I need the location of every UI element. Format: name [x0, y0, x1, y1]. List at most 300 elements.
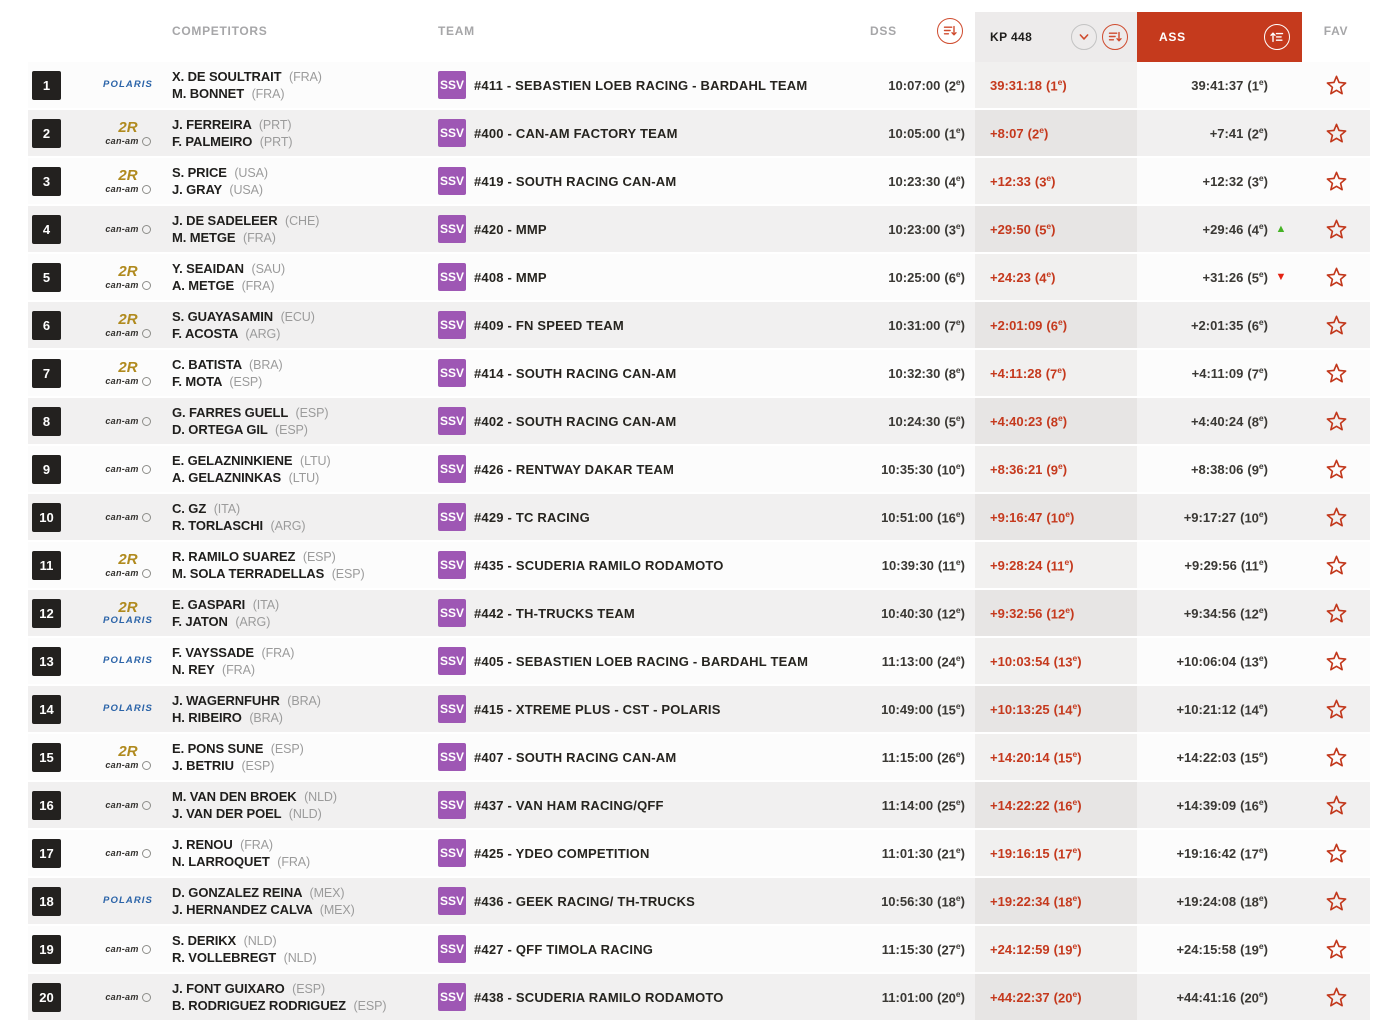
ass-time: +10:06:04 — [1176, 653, 1237, 669]
competitors-cell — [172, 734, 430, 780]
dss-time-cell: 10:40:30 ( 12e ) — [840, 590, 975, 636]
team-cell — [430, 254, 840, 300]
dss-rank: 6 — [948, 270, 956, 286]
kp-rank: 7 — [1050, 366, 1058, 382]
ass-time-cell: +9:34:56 ( 12e ) — [1137, 590, 1302, 636]
rank-cell — [28, 830, 84, 876]
2r-logo: 2R — [118, 119, 138, 137]
rank-cell — [28, 542, 84, 588]
ass-time-cell: +44:41:16 ( 20e ) — [1137, 974, 1302, 1020]
ass-time: +10:21:12 — [1176, 701, 1237, 717]
vehicle-brand — [105, 512, 150, 522]
favorite-star-icon[interactable] — [1325, 74, 1348, 97]
rank-cell — [28, 398, 84, 444]
ass-time-cell: +8:38:06 ( 9e ) — [1137, 446, 1302, 492]
dss-time: 11:13:00 — [881, 653, 934, 669]
header-brand-spacer — [84, 0, 172, 62]
dss-time: 11:15:30 — [881, 941, 934, 957]
kp-time-cell: +9:32:56 ( 12e ) — [975, 590, 1137, 636]
rank-badge: 13 — [32, 647, 61, 676]
dss-rank: 7 — [948, 318, 956, 334]
2r-logo: 2R — [118, 359, 138, 377]
can-am-logo: can-am — [105, 416, 150, 426]
favorite-star-icon[interactable] — [1325, 122, 1348, 145]
vehicle-brand — [105, 311, 150, 339]
driver-country: ( MEX ) — [310, 886, 345, 900]
ass-rank: 14 — [1244, 702, 1259, 718]
favorite-star-icon[interactable] — [1325, 794, 1348, 817]
driver-name: J. FONT GUIXARO ( ESP ) — [172, 981, 325, 996]
codriver-country: ( NLD ) — [284, 951, 317, 965]
polaris-logo: POLARIS — [103, 702, 153, 714]
fav-column-label: FAV — [1323, 24, 1349, 38]
fav-cell — [1302, 302, 1370, 348]
vehicle-brand — [105, 743, 150, 771]
driver-country: ( ITA ) — [214, 502, 240, 516]
vehicle-brand — [105, 263, 150, 291]
competitors-cell — [172, 686, 430, 732]
dss-rank: 16 — [941, 510, 956, 526]
dss-rank: 27 — [941, 942, 956, 958]
codriver-name: H. RIBEIRO ( BRA ) — [172, 710, 283, 725]
rank-cell — [28, 734, 84, 780]
kp-rank: 5 — [1039, 222, 1047, 238]
brand-cell — [84, 830, 172, 876]
ass-rank: 19 — [1244, 942, 1259, 958]
competitors-cell — [172, 638, 430, 684]
team-cell — [430, 926, 840, 972]
dss-sort-descending-icon[interactable] — [937, 18, 963, 44]
favorite-star-icon[interactable] — [1325, 218, 1348, 241]
team-cell — [430, 350, 840, 396]
codriver-country: ( PRT ) — [260, 135, 293, 149]
ass-column-label: ASS — [1159, 30, 1186, 44]
dss-time: 10:31:00 — [888, 317, 941, 333]
ass-time: +29:46 — [1202, 221, 1244, 237]
vehicle-category-badge: SSV — [438, 215, 466, 243]
brand-cell — [84, 782, 172, 828]
driver-name: X. DE SOULTRAIT ( FRA ) — [172, 69, 322, 84]
dss-rank: 15 — [941, 702, 956, 718]
ass-time: +7:41 — [1209, 125, 1244, 141]
brand-cell — [84, 686, 172, 732]
table-row[interactable] — [28, 206, 1370, 252]
competitors-cell — [172, 926, 430, 972]
team-name: #437 - VAN HAM RACING/QFF — [474, 797, 664, 813]
vehicle-brand — [103, 80, 153, 91]
table-row[interactable] — [28, 158, 1370, 204]
fav-cell — [1302, 590, 1370, 636]
table-row[interactable] — [28, 302, 1370, 348]
kp-time-cell: +24:12:59 ( 19e ) — [975, 926, 1137, 972]
kp-rank: 1 — [1050, 78, 1058, 94]
ass-rank: 10 — [1244, 510, 1259, 526]
codriver-country: ( ESP ) — [275, 423, 308, 437]
brand-cell — [84, 638, 172, 684]
fav-cell — [1302, 206, 1370, 252]
favorite-star-icon[interactable] — [1325, 410, 1348, 433]
table-row[interactable] — [28, 734, 1370, 780]
table-row[interactable] — [28, 398, 1370, 444]
brand-cell — [84, 206, 172, 252]
vehicle-brand — [105, 848, 150, 858]
dss-time-cell: 10:24:30 ( 5e ) — [840, 398, 975, 444]
rank-badge: 8 — [32, 407, 61, 436]
rank-cell — [28, 782, 84, 828]
can-am-logo: can-am — [105, 184, 150, 194]
competitors-cell — [172, 878, 430, 924]
favorite-star-icon[interactable] — [1325, 554, 1348, 577]
favorite-star-icon[interactable] — [1325, 746, 1348, 769]
kp-time: +14:22:22 — [990, 797, 1050, 813]
ass-time-cell: +31:26 ( 5e ) ▼ — [1137, 254, 1302, 300]
trend-icon: ▲ — [1275, 222, 1287, 235]
favorite-star-icon[interactable] — [1325, 362, 1348, 385]
kp-time: +19:16:15 — [990, 845, 1050, 861]
kp-time: +4:11:28 — [990, 365, 1042, 381]
table-row[interactable] — [28, 974, 1370, 1020]
driver-country: ( NLD ) — [304, 790, 337, 804]
team-name: #425 - YDEO COMPETITION — [474, 845, 650, 861]
dss-rank: 24 — [941, 654, 956, 670]
dss-time: 10:23:00 — [888, 221, 941, 237]
rank-badge: 7 — [32, 359, 61, 388]
competitors-cell — [172, 974, 430, 1020]
competitors-cell — [172, 446, 430, 492]
driver-name: J. RENOU ( FRA ) — [172, 837, 273, 852]
codriver-country: ( FRA ) — [222, 663, 255, 677]
favorite-star-icon[interactable] — [1325, 170, 1348, 193]
kp-rank: 11 — [1050, 558, 1065, 574]
kp-rank: 3 — [1039, 174, 1047, 190]
vehicle-category-badge: SSV — [438, 791, 466, 819]
rank-badge: 18 — [32, 887, 61, 916]
dss-time-cell: 10:07:00 ( 2e ) — [840, 62, 975, 108]
driver-name: C. GZ ( ITA ) — [172, 501, 240, 516]
table-row[interactable] — [28, 638, 1370, 684]
team-cell — [430, 638, 840, 684]
team-cell — [430, 974, 840, 1020]
dss-time-cell: 11:01:00 ( 20e ) — [840, 974, 975, 1020]
dss-time: 10:23:30 — [888, 173, 941, 189]
ass-time-cell: +19:24:08 ( 18e ) — [1137, 878, 1302, 924]
ass-time: +9:17:27 — [1183, 509, 1237, 525]
team-name: #414 - SOUTH RACING CAN-AM — [474, 365, 677, 381]
ass-rank: 1 — [1251, 78, 1259, 94]
driver-country: ( BRA ) — [249, 358, 283, 372]
2r-logo: 2R — [118, 551, 138, 569]
codriver-country: ( LTU ) — [289, 471, 320, 485]
team-name: #407 - SOUTH RACING CAN-AM — [474, 749, 677, 765]
team-name: #400 - CAN-AM FACTORY TEAM — [474, 125, 678, 141]
rank-cell — [28, 686, 84, 732]
vehicle-category-badge: SSV — [438, 263, 466, 291]
codriver-country: ( FRA ) — [243, 231, 276, 245]
brp-ring-icon — [142, 465, 151, 474]
team-cell — [430, 830, 840, 876]
dss-time-cell: 10:39:30 ( 11e ) — [840, 542, 975, 588]
ass-time-cell: +10:06:04 ( 13e ) — [1137, 638, 1302, 684]
brp-ring-icon — [142, 377, 151, 386]
dss-rank: 1 — [948, 126, 956, 142]
ass-time-cell: +14:22:03 ( 15e ) — [1137, 734, 1302, 780]
header-rank-spacer — [28, 0, 84, 62]
rank-cell — [28, 494, 84, 540]
driver-name: F. VAYSSADE ( FRA ) — [172, 645, 294, 660]
rank-badge: 2 — [32, 119, 61, 148]
kp-rank: 20 — [1057, 990, 1073, 1006]
codriver-name: F. JATON ( ARG ) — [172, 614, 270, 629]
rank-badge: 6 — [32, 311, 61, 340]
codriver-country: ( FRA ) — [277, 855, 310, 869]
results-table-body — [0, 62, 1378, 1020]
favorite-star-icon[interactable] — [1325, 986, 1348, 1009]
fav-cell — [1302, 398, 1370, 444]
dss-time: 10:39:30 — [881, 557, 934, 573]
codriver-country: ( ESP ) — [332, 567, 365, 581]
vehicle-category-badge: SSV — [438, 359, 466, 387]
kp-time: +9:32:56 — [990, 605, 1043, 621]
table-row[interactable] — [28, 494, 1370, 540]
fav-cell — [1302, 974, 1370, 1020]
codriver-name: N. LARROQUET ( FRA ) — [172, 854, 310, 869]
driver-country: ( SAU ) — [251, 262, 285, 276]
header-team — [430, 0, 840, 62]
dss-time: 10:40:30 — [881, 605, 934, 621]
rank-badge: 1 — [32, 71, 61, 100]
ass-rank: 20 — [1244, 990, 1259, 1006]
kp448-column-label: KP 448 — [990, 30, 1033, 44]
brand-cell — [84, 398, 172, 444]
table-row[interactable] — [28, 590, 1370, 636]
ass-sort-ascending-icon[interactable] — [1264, 24, 1290, 50]
table-row[interactable] — [28, 350, 1370, 396]
can-am-logo: can-am — [105, 280, 150, 290]
table-row[interactable] — [28, 446, 1370, 492]
header-kp448 — [975, 12, 1137, 62]
kp-rank: 10 — [1050, 510, 1066, 526]
kp-rank: 2 — [1031, 126, 1040, 142]
brp-ring-icon — [142, 513, 151, 522]
driver-name: E. GELAZNINKIENE ( LTU ) — [172, 453, 331, 468]
kp-time: +24:23 — [990, 269, 1031, 285]
can-am-logo: can-am — [105, 376, 150, 386]
dss-rank: 21 — [941, 846, 956, 862]
vehicle-brand — [103, 704, 153, 715]
ass-rank: 12 — [1244, 606, 1259, 622]
table-row[interactable] — [28, 782, 1370, 828]
polaris-logo: POLARIS — [103, 78, 153, 90]
driver-name: M. VAN DEN BROEK ( NLD ) — [172, 789, 337, 804]
driver-name: E. GASPARI ( ITA ) — [172, 597, 279, 612]
driver-country: ( PRT ) — [259, 118, 292, 132]
competitors-cell — [172, 494, 430, 540]
kp-time: +9:28:24 — [990, 557, 1043, 573]
team-cell — [430, 62, 840, 108]
codriver-name: M. SOLA TERRADELLAS ( ESP ) — [172, 566, 365, 581]
2r-logo: 2R — [118, 311, 138, 329]
ass-time: +44:41:16 — [1176, 989, 1237, 1005]
brp-ring-icon — [142, 417, 151, 426]
favorite-star-icon[interactable] — [1325, 890, 1348, 913]
kp-rank: 6 — [1050, 318, 1058, 334]
ass-rank: 9 — [1251, 462, 1259, 478]
driver-country: ( USA ) — [234, 166, 268, 180]
brp-ring-icon — [142, 137, 151, 146]
codriver-name: M. METGE ( FRA ) — [172, 230, 276, 245]
ass-time-cell: +9:29:56 ( 11e ) — [1137, 542, 1302, 588]
favorite-star-icon[interactable] — [1325, 506, 1348, 529]
dss-time-cell: 11:01:30 ( 21e ) — [840, 830, 975, 876]
driver-name: S. PRICE ( USA ) — [172, 165, 268, 180]
codriver-name: F. PALMEIRO ( PRT ) — [172, 134, 292, 149]
favorite-star-icon[interactable] — [1325, 314, 1348, 337]
dss-time: 11:15:00 — [881, 749, 934, 765]
team-name: #436 - GEEK RACING/ TH-TRUCKS — [474, 893, 696, 909]
dss-rank: 8 — [948, 366, 956, 382]
codriver-country: ( ARG ) — [245, 327, 280, 341]
driver-country: ( NLD ) — [244, 934, 277, 948]
ass-time: +12:32 — [1202, 173, 1244, 189]
dss-rank: 20 — [941, 990, 956, 1006]
table-row[interactable] — [28, 878, 1370, 924]
team-name: #405 - SEBASTIEN LOEB RACING - BARDAHL TEAM — [474, 653, 809, 669]
table-row[interactable] — [28, 62, 1370, 108]
driver-name: J. FERREIRA ( PRT ) — [172, 117, 291, 132]
ass-time: +24:15:58 — [1176, 941, 1237, 957]
codriver-country: ( FRA ) — [252, 87, 285, 101]
ass-rank: 2 — [1251, 126, 1259, 142]
favorite-star-icon[interactable] — [1325, 650, 1348, 673]
rank-cell — [28, 62, 84, 108]
ass-time: +14:39:09 — [1176, 797, 1237, 813]
team-cell — [430, 398, 840, 444]
brp-ring-icon — [142, 761, 151, 770]
codriver-name: A. METGE ( FRA ) — [172, 278, 274, 293]
rank-cell — [28, 302, 84, 348]
dss-rank: 18 — [941, 894, 956, 910]
dss-time: 10:35:30 — [881, 461, 934, 477]
vehicle-category-badge: SSV — [438, 407, 466, 435]
competitors-cell — [172, 62, 430, 108]
vehicle-category-badge: SSV — [438, 935, 466, 963]
brand-cell — [84, 62, 172, 108]
table-row[interactable] — [28, 254, 1370, 300]
fav-cell — [1302, 158, 1370, 204]
2r-logo: 2R — [118, 263, 138, 281]
team-name: #419 - SOUTH RACING CAN-AM — [474, 173, 677, 189]
codriver-country: ( FRA ) — [242, 279, 275, 293]
codriver-name: A. GELAZNINKAS ( LTU ) — [172, 470, 319, 485]
kp-time-cell: +4:11:28 ( 7e ) — [975, 350, 1137, 396]
fav-cell — [1302, 830, 1370, 876]
vehicle-brand — [105, 800, 150, 810]
fav-cell — [1302, 638, 1370, 684]
dss-rank: 12 — [941, 606, 956, 622]
driver-name: S. DERIKX ( NLD ) — [172, 933, 277, 948]
dss-time-cell: 10:49:00 ( 15e ) — [840, 686, 975, 732]
kp-time-cell: +12:33 ( 3e ) — [975, 158, 1137, 204]
can-am-logo: can-am — [105, 992, 150, 1002]
team-cell — [430, 446, 840, 492]
team-name: #426 - RENTWAY DAKAR TEAM — [474, 461, 675, 477]
team-cell — [430, 302, 840, 348]
competitors-cell — [172, 206, 430, 252]
kp-rank: 8 — [1050, 414, 1058, 430]
ass-rank: 16 — [1244, 798, 1259, 814]
vehicle-category-badge: SSV — [438, 455, 466, 483]
ass-time: +8:38:06 — [1190, 461, 1244, 477]
codriver-country: ( NLD ) — [289, 807, 322, 821]
ass-time-cell: +4:11:09 ( 7e ) — [1137, 350, 1302, 396]
brand-cell — [84, 926, 172, 972]
fav-cell — [1302, 878, 1370, 924]
codriver-country: ( ESP ) — [241, 759, 274, 773]
team-cell — [430, 206, 840, 252]
team-name: #427 - QFF TIMOLA RACING — [474, 941, 654, 957]
ass-time: +4:11:09 — [1191, 365, 1244, 381]
codriver-name: D. ORTEGA GIL ( ESP ) — [172, 422, 308, 437]
kp-time-cell: +8:07 ( 2e ) — [975, 110, 1137, 156]
fav-cell — [1302, 734, 1370, 780]
table-row[interactable] — [28, 926, 1370, 972]
vehicle-brand — [105, 119, 150, 147]
favorite-star-icon[interactable] — [1325, 938, 1348, 961]
brp-ring-icon — [142, 993, 151, 1002]
driver-country: ( ESP ) — [296, 406, 329, 420]
fav-cell — [1302, 926, 1370, 972]
dss-rank: 26 — [941, 750, 956, 766]
kp448-chevron-down-icon[interactable] — [1071, 24, 1097, 50]
competitors-cell — [172, 398, 430, 444]
driver-country: ( ESP ) — [271, 742, 304, 756]
dss-time-cell: 10:32:30 ( 8e ) — [840, 350, 975, 396]
kp448-sort-descending-icon[interactable] — [1102, 24, 1128, 50]
kp-time: +10:03:54 — [990, 653, 1050, 669]
dss-rank: 3 — [948, 222, 956, 238]
competitors-cell — [172, 830, 430, 876]
kp-time-cell: +14:20:14 ( 15e ) — [975, 734, 1137, 780]
table-row[interactable] — [28, 830, 1370, 876]
vehicle-category-badge: SSV — [438, 983, 466, 1011]
favorite-star-icon[interactable] — [1325, 698, 1348, 721]
table-row[interactable] — [28, 542, 1370, 588]
vehicle-category-badge: SSV — [438, 167, 466, 195]
favorite-star-icon[interactable] — [1325, 842, 1348, 865]
ass-rank: 3 — [1251, 174, 1259, 190]
codriver-name: M. BONNET ( FRA ) — [172, 86, 284, 101]
dss-time-cell: 10:56:30 ( 18e ) — [840, 878, 975, 924]
table-row[interactable] — [28, 110, 1370, 156]
team-name: #438 - SCUDERIA RAMILO RODAMOTO — [474, 989, 724, 1005]
favorite-star-icon[interactable] — [1325, 602, 1348, 625]
fav-cell — [1302, 686, 1370, 732]
table-row[interactable] — [28, 686, 1370, 732]
vehicle-brand — [105, 416, 150, 426]
dss-rank: 11 — [942, 558, 956, 574]
brand-cell — [84, 254, 172, 300]
favorite-star-icon[interactable] — [1325, 458, 1348, 481]
2r-logo: 2R — [118, 743, 138, 761]
kp-rank: 14 — [1057, 702, 1073, 718]
codriver-name: J. BETRIU ( ESP ) — [172, 758, 274, 773]
team-cell — [430, 590, 840, 636]
favorite-star-icon[interactable] — [1325, 266, 1348, 289]
dss-time-cell: 11:14:00 ( 25e ) — [840, 782, 975, 828]
driver-name: R. RAMILO SUAREZ ( ESP ) — [172, 549, 336, 564]
vehicle-category-badge: SSV — [438, 71, 466, 99]
team-name: #415 - XTREME PLUS - CST - POLARIS — [474, 701, 721, 717]
